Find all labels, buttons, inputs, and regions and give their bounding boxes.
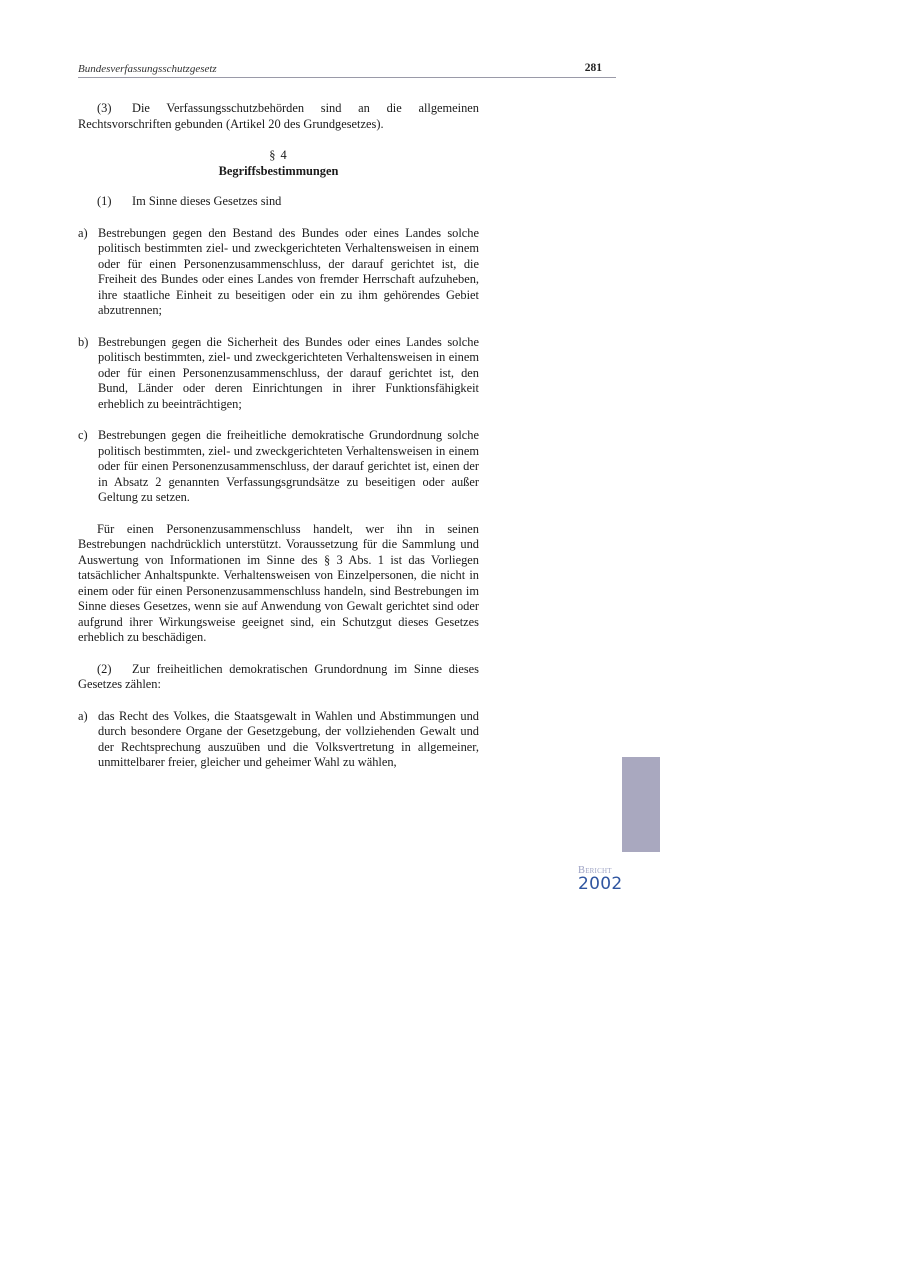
list-item-text: Bestrebungen gegen den Bestand des Bundes oder eines Landes solche politisch bestimmten ziel- und zweckgerichteten Verhaltensweisen in einem oder für einen Personenzusammenschluss, der darauf gerichtet ist, die Freiheit des Bundes oder eines Landes von fremder Herrschaft aufzuheben, ihre staatliche Einheit zu beseitigen oder ein zu ihm gehörendes Gebiet abzutrennen; bbox=[98, 225, 479, 317]
paragraph-follow: Für einen Personenzusammenschluss handelt, wer ihn in seinen Bestrebungen nachdrücklich unterstützt. Voraussetzung für die Sammlung und Auswertung von Informationen im Sinne des § 3 Abs. 1 ist das Vorliegen tatsächlicher Anhaltspunkte. Verhaltensweisen von Einzelpersonen, die nicht in einem oder für einen Personenzusammenschluss handeln, sind Bestrebungen im Sinne dieses Gesetzes, wenn sie auf Anwendung von Gewalt gerichtet sind oder aufgrund ihrer Wirkungsweise geeignet sind, ein Schutzgut dieses Gesetzes erheblich zu beschädigen. bbox=[78, 521, 479, 644]
page-number: 281 bbox=[584, 62, 602, 74]
paragraph-number: (1) bbox=[97, 194, 112, 208]
paragraph-text: Die Verfassungsschutzbehörden sind an die allgemeinen Rechtsvorschriften gebunden (Artikel 20 des Grundgesetzes). bbox=[78, 101, 479, 131]
section-title: Begriffsbestimmungen bbox=[218, 163, 339, 178]
paragraph-text: Im Sinne dieses Gesetzes sind bbox=[132, 194, 282, 208]
list-item bbox=[78, 226, 479, 319]
paragraph-text: Zur freiheitlichen demokratischen Grundordnung im Sinne dieses Gesetzes zählen: bbox=[78, 661, 479, 691]
brand-word: Bericht bbox=[578, 865, 612, 876]
paragraph-3 bbox=[78, 101, 479, 132]
list-marker: a) bbox=[78, 708, 88, 723]
decorative-side-bar bbox=[622, 757, 660, 852]
list-item-text: Bestrebungen gegen die Sicherheit des Bundes oder eines Landes solche politisch bestimmten, ziel- und zweckgerichteten Verhaltensweisen in einem oder für einen Personenzusammenschluss, der darauf gerichtet ist, den Bund, Länder oder deren Einrichtungen in ihrer Funktionsfähigkeit erheblich zu beeinträchtigen; bbox=[98, 334, 479, 411]
list-item bbox=[78, 335, 479, 413]
list-marker: a) bbox=[78, 225, 88, 240]
paragraph-number: (2) bbox=[97, 661, 112, 676]
paragraph-1 bbox=[78, 194, 479, 210]
section-sign: § 4 bbox=[269, 148, 288, 162]
brand-year: 2002 bbox=[578, 874, 623, 894]
list-item-text: das Recht des Volkes, die Staatsgewalt in Wahlen und Abstimmungen und durch besondere Organe der Gesetzgebung, der vollziehenden Gewalt und der Rechtsprechung auszuüben und die Volksvertretung in allgemeiner, unmittelbarer freier, gleicher und geheimer Wahl zu wählen, bbox=[98, 708, 479, 769]
list-item bbox=[78, 428, 479, 506]
list-marker: b) bbox=[78, 334, 89, 349]
report-brand-mark bbox=[578, 866, 638, 892]
list-item-text: Bestrebungen gegen die freiheitliche demokratische Grundordnung solche politisch bestimmten, ziel- und zweckgerichteten Verhaltensweisen in einem oder für einen Personenzusammenschluss, der darauf gerichtet ist, einen der in Absatz 2 genannten Verfassungsgrundsätze zu beseitigen oder außer Geltung zu setzen. bbox=[98, 428, 479, 504]
body-text-column bbox=[78, 101, 479, 771]
section-heading bbox=[78, 148, 479, 179]
list-marker: c) bbox=[78, 428, 88, 442]
list-item bbox=[78, 709, 479, 771]
running-header bbox=[78, 62, 616, 78]
paragraph-2 bbox=[78, 662, 479, 693]
paragraph-number: (3) bbox=[97, 101, 112, 115]
running-title: Bundesverfassungsschutzgesetz bbox=[78, 63, 217, 75]
